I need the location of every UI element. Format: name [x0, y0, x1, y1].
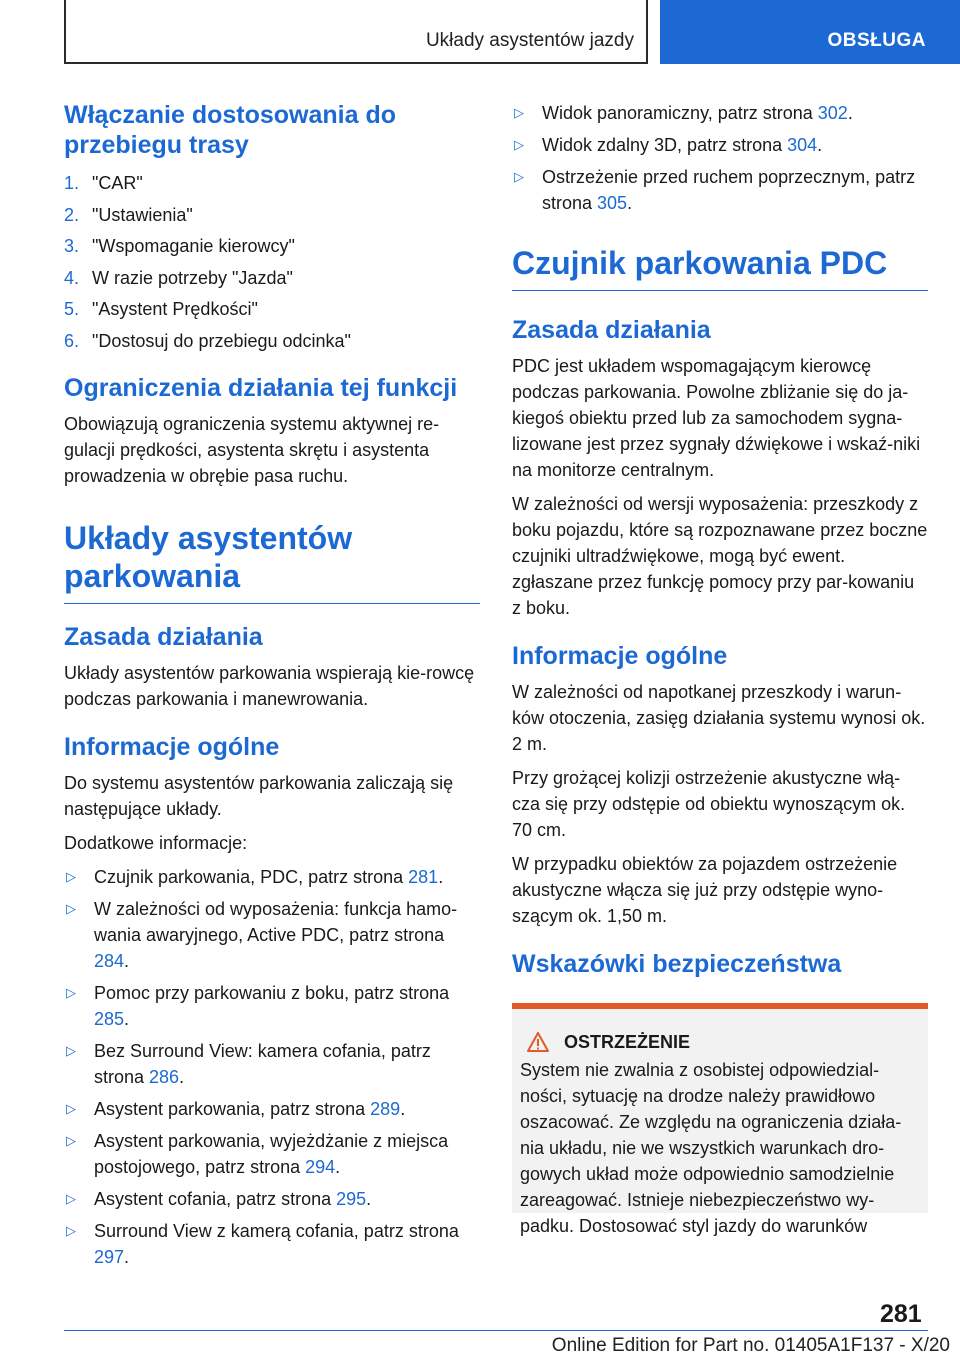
bullet-triangle-icon: ▷: [66, 1043, 76, 1058]
heading-pdc-general: Informacje ogólne: [512, 642, 728, 670]
bullet-text: Bez Surround View: kamera cofania, patrz strona: [94, 1041, 431, 1087]
bullet-item: [64, 1096, 480, 1122]
related-systems-list: [64, 864, 480, 1270]
page-link[interactable]: 286: [149, 1067, 180, 1087]
step-text: "Asystent Prędkości": [92, 299, 258, 319]
right-column: [512, 100, 928, 1236]
page-link[interactable]: 302: [817, 103, 848, 123]
page-link[interactable]: 281: [408, 867, 439, 887]
step-text: W razie potrzeby "Jazda": [92, 267, 293, 288]
bullet-end: .: [366, 1189, 372, 1209]
paragraph-additional-info: Dodatkowe informacje:: [64, 833, 248, 853]
step-number: 4.: [64, 267, 80, 288]
bullet-item: [64, 864, 480, 890]
heading-route-adapt: Włączanie dostosowania do przebiegu trasy: [64, 101, 396, 159]
footer-divider: [64, 1330, 928, 1331]
warning-triangle-icon: [526, 1031, 550, 1053]
bullet-item: [64, 1186, 480, 1212]
bullet-item: [64, 1128, 480, 1180]
paragraph-limits: Obowiązują ograniczenia systemu aktywnej re-gulacji prędkości, asystenta skrętu i asystenta prowadzenia w obrębie pasa ruchu.: [64, 414, 440, 486]
step-item: [64, 168, 480, 200]
bullet-text: Ostrzeżenie przed ruchem poprzecznym, patrz strona: [542, 167, 916, 213]
bullet-triangle-icon: ▷: [66, 1133, 76, 1148]
bullet-end: .: [124, 1009, 130, 1029]
footer-edition: Online Edition for Part no. 01405A1F137 - X/20: [551, 1335, 950, 1356]
bullet-item: [512, 100, 928, 126]
bullet-text: Widok panoramiczny, patrz strona: [542, 103, 818, 123]
steps-list: [64, 168, 480, 357]
step-text: "Wspomaganie kierowcy": [92, 236, 295, 256]
warning-text: System nie zwalnia z osobistej odpowiedzial-ności, sytuację na drodze należy prawidłowo oszacować. Ze względu na ograniczenia działa-nia układu, nie we wszystkich warunkach dro-gowych układ może odpowiednio samodzielnie zareagować. Istnieje niebezpieczeństwo wy-padku. Dostosować styl jazdy do warunków: [520, 1060, 902, 1236]
bullet-text: Widok zdalny 3D, patrz strona: [542, 135, 788, 155]
bullet-triangle-icon: ▷: [66, 1223, 76, 1238]
bullet-end: .: [817, 135, 823, 155]
paragraph-general-info: Do systemu asystentów parkowania zaliczają się następujące układy.: [64, 773, 454, 819]
warning-box: [512, 1003, 928, 1236]
warning-title: OSTRZEŻENIE: [564, 1031, 691, 1052]
left-column: [64, 100, 480, 1278]
bullet-item: [512, 164, 928, 216]
warning-header: [520, 1031, 920, 1053]
step-item: [64, 200, 480, 232]
step-number: 6.: [64, 330, 80, 351]
section-title: Układy asystentów jazdy: [425, 30, 634, 51]
bullet-end: .: [438, 867, 444, 887]
page-link[interactable]: 305: [597, 193, 628, 213]
page-link[interactable]: 285: [94, 1009, 125, 1029]
bullet-text: Czujnik parkowania, PDC, patrz strona: [94, 867, 409, 887]
bullet-text: Asystent cofania, patrz strona: [94, 1189, 337, 1209]
page-link[interactable]: 304: [787, 135, 818, 155]
bullet-end: .: [124, 951, 130, 971]
step-item: [64, 326, 480, 358]
bullet-triangle-icon: ▷: [66, 1191, 76, 1206]
heading-limits: Ograniczenia działania tej funkcji: [64, 374, 458, 402]
bullet-item: [64, 1038, 480, 1090]
bullet-item: [64, 896, 480, 974]
related-views-list: [512, 100, 928, 216]
chapter-tab[interactable]: [660, 0, 960, 64]
chapter-tab-label: OBSŁUGA: [827, 30, 926, 51]
bullet-triangle-icon: ▷: [514, 105, 524, 120]
step-number: 5.: [64, 299, 80, 319]
bullet-text: Pomoc przy parkowaniu z boku, patrz strona: [94, 983, 450, 1003]
heading-pdc-principle: Zasada działania: [512, 316, 711, 344]
bullet-triangle-icon: ▷: [66, 869, 76, 884]
bullet-text: Asystent parkowania, wyjeżdżanie z miejsca postojowego, patrz strona: [94, 1131, 449, 1177]
page-number: 281: [880, 1300, 922, 1328]
page-link[interactable]: 284: [94, 951, 125, 971]
bullet-end: .: [400, 1099, 406, 1119]
step-number: 1.: [64, 173, 80, 193]
bullet-text: W zależności od wyposażenia: funkcja hamo-wania awaryjnego, Active PDC, patrz strona: [94, 899, 458, 945]
bullet-triangle-icon: ▷: [514, 169, 524, 184]
paragraph-pdc-principle: PDC jest układem wspomagającym kierowcę podczas parkowania. Powolne zbliżanie się do ja-kiegoś obiektu przed lub za samochodem sygna-lizowane jest przez sygnały dźwiękowe i wskaź-niki na monitorze centralnym.: [512, 356, 921, 480]
bullet-triangle-icon: ▷: [514, 137, 524, 152]
paragraph-principle: Układy asystentów parkowania wspierają kie-rowcę podczas parkowania i manewrowania.: [64, 663, 475, 709]
step-number: 3.: [64, 236, 80, 256]
step-text: "Ustawienia": [92, 204, 193, 225]
bullet-end: .: [124, 1247, 130, 1267]
heading-principle: Zasada działania: [64, 623, 263, 651]
heading-general-info: Informacje ogólne: [64, 733, 280, 761]
bullet-item: [512, 132, 928, 158]
bullet-text: Surround View z kamerą cofania, patrz strona: [94, 1221, 459, 1241]
bullet-end: .: [335, 1157, 341, 1177]
bullet-triangle-icon: ▷: [66, 985, 76, 1000]
paragraph-pdc-side-obstacles: W zależności od wersji wyposażenia: przeszkody z boku pojazdu, które są rozpoznawane przez boczne czujniki ultradźwiękowe, mogą być ewent. zgłaszane przez funkcję pomocy przy par-kowaniu z boku.: [512, 494, 928, 618]
paragraph-pdc-rear: W przypadku obiektów za pojazdem ostrzeżenie akustyczne włącza się już przy odstępie wyno-szącym ok. 1,50 m.: [512, 854, 898, 926]
bullet-end: .: [627, 193, 633, 213]
paragraph-pdc-range: W zależności od napotkanej przeszkody i warun-ków otoczenia, zasięg działania systemu wynosi ok. 2 m.: [512, 682, 926, 754]
page-link[interactable]: 289: [370, 1099, 401, 1119]
bullet-end: .: [179, 1067, 185, 1087]
bullet-triangle-icon: ▷: [66, 1101, 76, 1116]
paragraph-pdc-collision: Przy grożącej kolizji ostrzeżenie akustyczne włą-cza się przy odstępie od obiektu wynoszącym ok. 70 cm.: [512, 768, 906, 840]
bullet-end: .: [847, 103, 853, 123]
step-text: "Dostosuj do przebiegu odcinka": [92, 330, 351, 351]
step-item: [64, 294, 480, 326]
bullet-text: Asystent parkowania, patrz strona: [94, 1099, 371, 1119]
bullet-item: [64, 980, 480, 1032]
step-item: [64, 263, 480, 295]
step-text: "CAR": [92, 173, 143, 193]
page-link[interactable]: 297: [94, 1247, 125, 1267]
bullet-item: [64, 1218, 480, 1270]
heading-parking-assistants: Układy asystentów parkowania: [64, 519, 480, 604]
step-number: 2.: [64, 204, 80, 225]
heading-safety: Wskazówki bezpieczeństwa: [512, 950, 842, 978]
step-item: [64, 231, 480, 263]
header-frame: [64, 0, 648, 64]
page-link[interactable]: 294: [305, 1157, 336, 1177]
page-link[interactable]: 295: [336, 1189, 367, 1209]
heading-pdc: Czujnik parkowania PDC: [512, 244, 928, 291]
bullet-triangle-icon: ▷: [66, 901, 76, 916]
